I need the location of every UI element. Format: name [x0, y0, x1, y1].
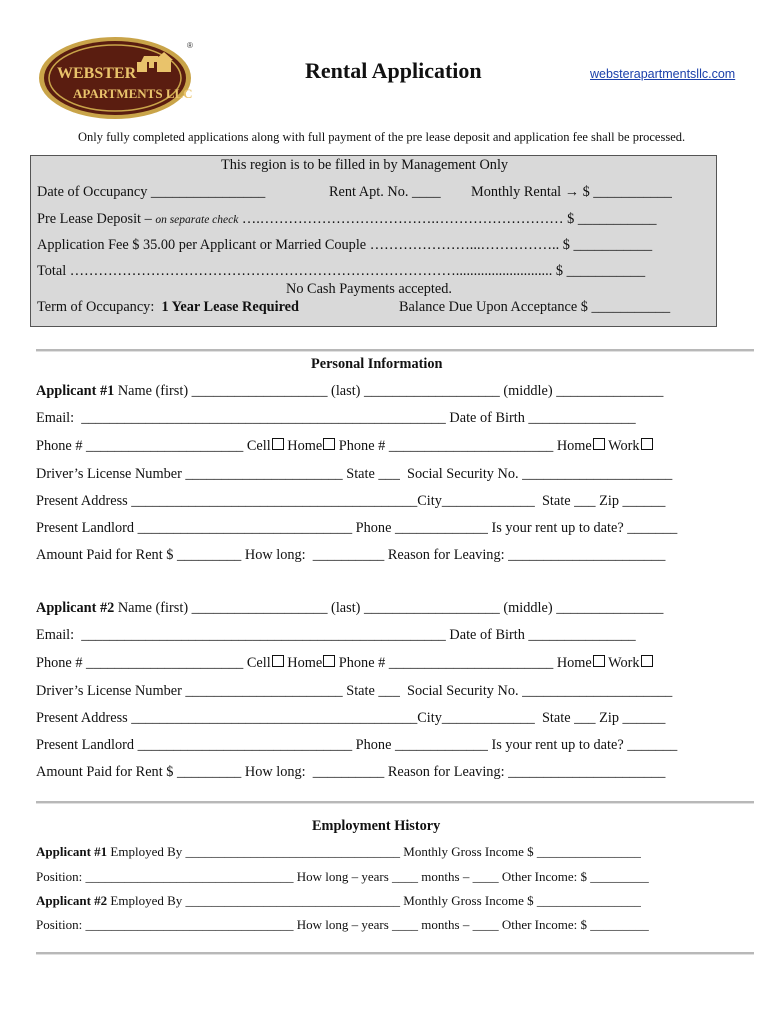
page-title: Rental Application: [305, 58, 482, 83]
section-divider: [36, 349, 754, 352]
applicant-2-email-dob-field[interactable]: Email: ___________________________________________________ Date of Birth _______________: [36, 627, 636, 643]
applicant-2-position-field[interactable]: Position: ________________________________ How long – years ____ months – ____ Other Income: $ _________: [36, 917, 649, 932]
rent-apt-no-field[interactable]: Rent Apt. No. ____: [329, 184, 441, 200]
term-of-occupancy: Term of Occupancy: 1 Year Lease Required: [37, 299, 299, 315]
monthly-rental-field[interactable]: Monthly Rental → $ ___________: [471, 184, 672, 200]
application-fee-field[interactable]: Application Fee $ 35.00 per Applicant or Married Couple …………………...…………….. $ ___________: [37, 237, 653, 253]
work-checkbox[interactable]: [641, 438, 653, 450]
svg-text:®: ®: [187, 41, 193, 50]
personal-information-heading: Personal Information: [311, 356, 443, 372]
applicant-2-landlord-field[interactable]: Present Landlord ______________________________ Phone _____________ Is your rent up to date? _______: [36, 737, 678, 753]
applicant-2-license-ssn-field[interactable]: Driver’s License Number ______________________ State ___ Social Security No. _____________________: [36, 683, 673, 699]
applicant-2-phone-field[interactable]: Phone # ______________________ Cell Home Phone # _______________________ Home Work: [36, 655, 653, 672]
website-link[interactable]: websterapartmentsllc.com: [590, 67, 736, 81]
work-checkbox[interactable]: [641, 655, 653, 667]
cell-checkbox[interactable]: [272, 438, 284, 450]
applicant-2-address-field[interactable]: Present Address ________________________________________City_____________ State ___ Zip ______: [36, 710, 666, 726]
pre-lease-deposit-field[interactable]: Pre Lease Deposit – on separate check ….……………………………….……………………… $ ___________: [37, 211, 657, 227]
applicant-1-license-ssn-field[interactable]: Driver’s License Number ______________________ State ___ Social Security No. _____________________: [36, 466, 673, 482]
no-cash-notice: No Cash Payments accepted.: [286, 281, 452, 297]
home-checkbox[interactable]: [323, 655, 335, 667]
management-heading: This region is to be filled in by Management Only: [221, 157, 509, 173]
processing-notice: Only fully completed applications along with full payment of the pre lease deposit and application fee shall be processed.: [78, 130, 686, 144]
date-of-occupancy-field[interactable]: Date of Occupancy ________________: [37, 184, 266, 200]
applicant-1-employer-field[interactable]: Applicant #1 Employed By _________________________________ Monthly Gross Income $ ________________: [36, 844, 641, 859]
applicant-1-email-dob-field[interactable]: Email: ___________________________________________________ Date of Birth _______________: [36, 410, 636, 426]
applicant-2-employer-field[interactable]: Applicant #2 Employed By _________________________________ Monthly Gross Income $ ________________: [36, 893, 641, 908]
logo-text-bottom: APARTMENTS LLC: [73, 86, 193, 101]
applicant-1-position-field[interactable]: Position: ________________________________ How long – years ____ months – ____ Other Income: $ _________: [36, 869, 649, 884]
balance-due-field[interactable]: Balance Due Upon Acceptance $ ___________: [399, 299, 671, 315]
section-divider: [36, 952, 754, 955]
webster-apartments-logo: [37, 32, 195, 122]
home-checkbox[interactable]: [323, 438, 335, 450]
logo-text-top: WEBSTER: [57, 65, 137, 82]
section-divider: [36, 801, 754, 804]
applicant-1-address-field[interactable]: Present Address ________________________________________City_____________ State ___ Zip ______: [36, 493, 666, 509]
employment-history-heading: Employment History: [312, 818, 441, 834]
applicant-1-name-field[interactable]: Applicant #1 Name (first) ___________________ (last) ___________________ (middle) _______________: [36, 383, 664, 399]
applicant-1-landlord-field[interactable]: Present Landlord ______________________________ Phone _____________ Is your rent up to date? _______: [36, 520, 678, 536]
applicant-1-rent-field[interactable]: Amount Paid for Rent $ _________ How long: __________ Reason for Leaving: ______________________: [36, 547, 666, 563]
management-only-region: [30, 155, 717, 327]
home-checkbox-2[interactable]: [593, 438, 605, 450]
applicant-1-phone-field[interactable]: Phone # ______________________ Cell Home Phone # _______________________ Home Work: [36, 438, 653, 455]
total-field[interactable]: Total ………………………………………………………………………........................... $ ___________: [37, 263, 646, 279]
home-checkbox-2[interactable]: [593, 655, 605, 667]
cell-checkbox[interactable]: [272, 655, 284, 667]
applicant-2-rent-field[interactable]: Amount Paid for Rent $ _________ How long: __________ Reason for Leaving: ______________________: [36, 764, 666, 780]
applicant-2-name-field[interactable]: Applicant #2 Name (first) ___________________ (last) ___________________ (middle) _______________: [36, 600, 664, 616]
